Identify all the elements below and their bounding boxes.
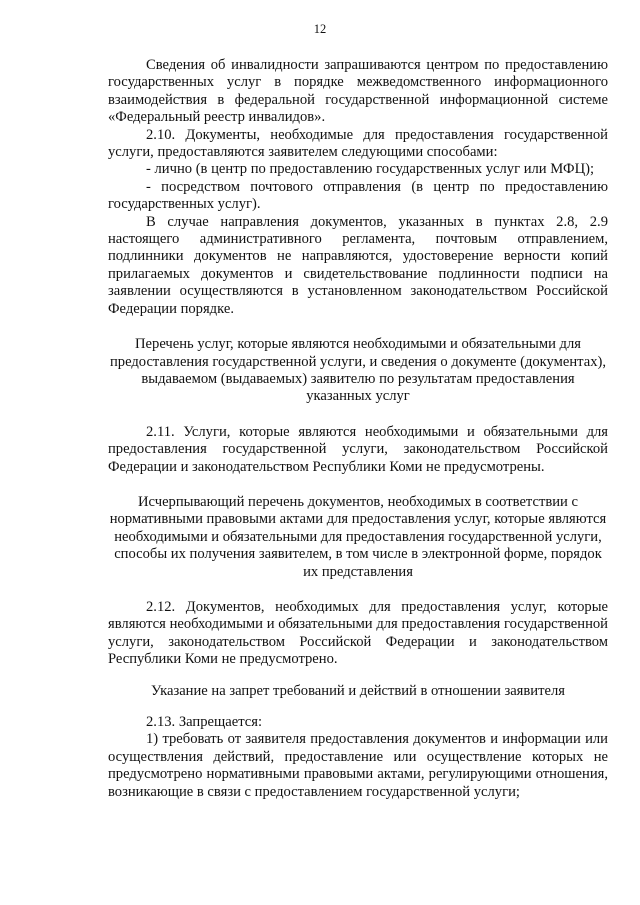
paragraph-2-11: 2.11. Услуги, которые являются необходимыми и обязательными для предоставления государственной услуги, законодательством Российской Федерации и законодательством Республики Коми не предусмотрены. <box>108 423 608 475</box>
paragraph-2-12: 2.12. Документов, необходимых для предоставления услуг, которые являются необходимыми и обязательными для предоставления государственной услуги, законодательством Российской Федерации и законодательством Республики Коми не предусмотрено. <box>108 598 608 668</box>
list-item-in-person: - лично (в центр по предоставлению государственных услуг или МФЦ); <box>146 161 595 178</box>
section-heading-documents-list: Исчерпывающий перечень документов, необходимых в соответствии с нормативными правовыми актами для предоставления услуг, которые являются необходимыми и обязательными для предоставления государственной услуги, способы их получения заявителем, в том числе в электронной форме, порядок их представления <box>109 493 607 580</box>
section-heading-prohibitions: Указание на запрет требований и действий в отношении заявителя <box>151 682 565 699</box>
list-item-prohibition-1: 1) требовать от заявителя предоставления документов и информации или осуществления действий, предоставление или осуществление которых не предусмотрено нормативными правовыми актами, регулирующими отношения, возникающие в связи с предоставлением государственной услуги; <box>108 731 608 800</box>
section-heading-required-services: Перечень услуг, которые являются необходимыми и обязательными для предоставления государственной услуги, и сведения о документе (документах), выдаваемом (выдаваемых) заявителю по результатам предоставления указанных услуг <box>109 336 607 405</box>
page-number: 12 <box>313 22 327 36</box>
paragraph-mail-documents: В случае направления документов, указанных в пунктах 2.8, 2.9 настоящего административного регламента, почтовым отправлением, подлинники документов не направляются, удостоверение верности копий прилагаемых документов и свидетельствование подлинности подписи на заявлении осуществляются в установленном законодательством Российской Федерации порядке. <box>108 213 608 317</box>
paragraph-disability-info: Сведения об инвалидности запрашиваются центром по предоставлению государственных услуг в порядке межведомственного информационного взаимодействия в федеральной государственной информационной системе «Федеральный реестр инвалидов». <box>108 57 608 126</box>
paragraph-2-13: 2.13. Запрещается: <box>146 714 263 730</box>
paragraph-2-10: 2.10. Документы, необходимые для предоставления государственной услуги, предоставляются заявителем следующими способами: <box>108 126 608 161</box>
document-body <box>108 57 608 801</box>
list-item-by-mail: - посредством почтового отправления (в центр по предоставлению государственных услуг). <box>108 178 608 213</box>
